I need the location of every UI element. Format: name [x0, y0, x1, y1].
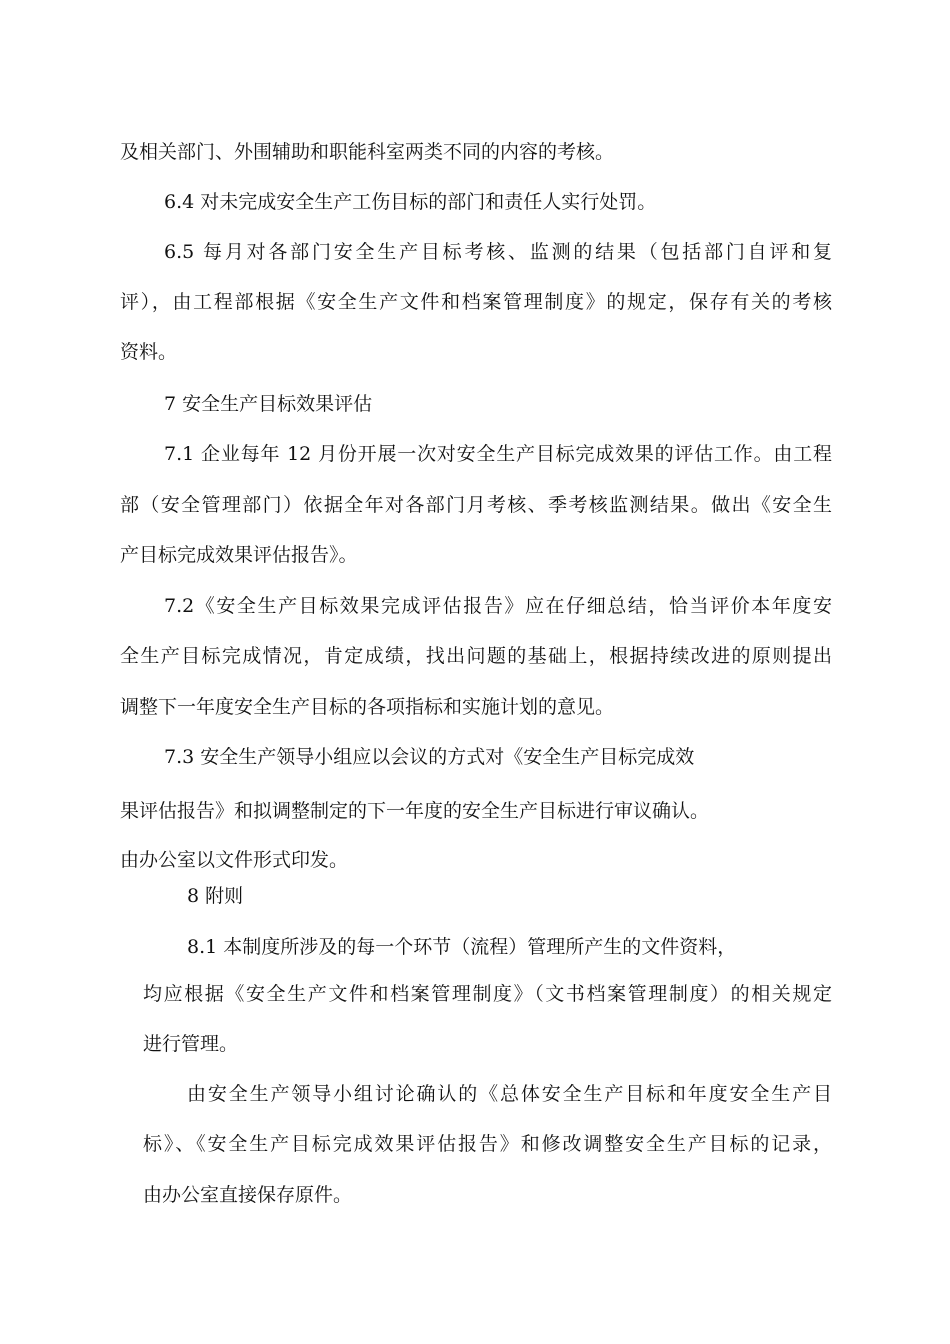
- text-line: 及相关部门、外围辅助和职能科室两类不同的内容的考核。: [120, 141, 615, 163]
- text-line: 7.1 企业每年 12 月份开展一次对安全生产目标完成效果的评估工作。由工程: [164, 443, 832, 465]
- text-line: 果评估报告》和拟调整制定的下一年度的安全生产目标进行审议确认。: [120, 800, 710, 822]
- section-heading: 7 安全生产目标效果评估: [164, 393, 373, 415]
- text-line: 评），由工程部根据《安全生产文件和档案管理制度》的规定，保存有关的考核: [120, 291, 832, 313]
- text-line: 产目标完成效果评估报告》。: [120, 544, 358, 566]
- text-line: 8.1 本制度所涉及的每一个环节（流程）管理所产生的文件资料，: [187, 936, 737, 958]
- text-line: 6.5 每月对各部门安全生产目标考核、监测的结果（包括部门自评和复: [164, 241, 832, 263]
- text-line: 由安全生产领导小组讨论确认的《总体安全生产目标和年度安全生产目: [187, 1083, 832, 1105]
- text-line: 调整下一年度安全生产目标的各项指标和实施计划的意见。: [120, 696, 615, 718]
- text-line: 由办公室以文件形式印发。: [120, 849, 349, 871]
- text-line: 进行管理。: [143, 1033, 239, 1055]
- text-line: 全生产目标完成情况，肯定成绩，找出问题的基础上，根据持续改进的原则提出: [120, 645, 832, 667]
- text-line: 部（安全管理部门）依据全年对各部门月考核、季考核监测结果。做出《安全生: [120, 494, 832, 516]
- section-heading: 8 附则: [187, 885, 244, 907]
- text-line: 均应根据《安全生产文件和档案管理制度》（文书档案管理制度）的相关规定: [143, 983, 832, 1005]
- text-line: 7.2《安全生产目标效果完成评估报告》应在仔细总结，恰当评价本年度安: [164, 595, 832, 617]
- text-line: 6.4 对未完成安全生产工伤目标的部门和责任人实行处罚。: [164, 191, 657, 213]
- text-line: 由办公室直接保存原件。: [143, 1184, 353, 1206]
- text-line: 7.3 安全生产领导小组应以会议的方式对《安全生产目标完成效: [164, 746, 695, 768]
- text-line: 标》、《安全生产目标完成效果评估报告》和修改调整安全生产目标的记录，: [143, 1133, 832, 1155]
- text-line: 资料。: [120, 341, 178, 363]
